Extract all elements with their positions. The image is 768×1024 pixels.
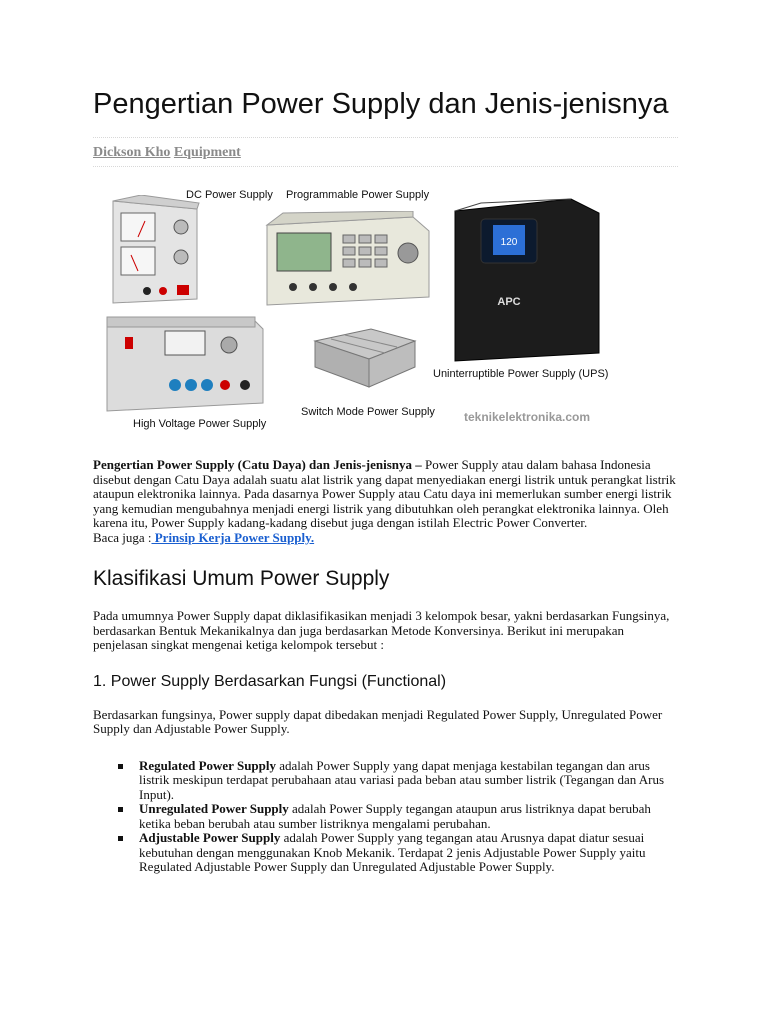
figure-watermark: teknikelektronika.com [464, 410, 591, 424]
ups-display-value: 120 [500, 237, 518, 248]
bullet-icon [118, 836, 123, 841]
list-item-term: Regulated Power Supply [139, 757, 276, 773]
caption-dc-power-supply: DC Power Supply [186, 189, 273, 201]
switch-mode-power-supply-image [311, 327, 419, 389]
category-link[interactable]: Equipment [173, 145, 241, 160]
dc-power-supply-image [111, 195, 201, 305]
post-meta [93, 145, 678, 161]
list-item [93, 802, 678, 831]
intro-lead: Pengertian Power Supply (Catu Daya) dan Jenis-jenisnya – [93, 457, 422, 472]
bullet-icon [118, 807, 123, 812]
programmable-power-supply-image [263, 211, 433, 307]
list-item-term: Adjustable Power Supply [139, 830, 281, 845]
list-item-desc: adalah Power Supply tegangan ataupun arus listriknya dapat berubah ketika beban berubah atau sumber listriknya mengalami perubahan. [139, 801, 651, 831]
author-link[interactable]: Dickson Kho [93, 145, 171, 160]
functional-types-list [93, 759, 678, 875]
section-classification-text: Pada umumnya Power Supply dapat diklasifikasikan menjadi 3 kelompok besar, yakni berdasarkan Fungsinya, berdasarkan Bentuk Mekanikalnya dan juga berdasarkan Metode Konversinya. Berikut ini merupakan penjelasan singkat mengenai ketiga kelompok tersebut : [93, 608, 670, 652]
see-also-prefix: Baca juga : [93, 529, 152, 545]
list-item-desc: adalah Power Supply yang tegangan atau Arusnya dapat diatur sesuai kebutuhan dengan menggunakan Knob Mekanik. Terdapat 2 jenis Adjustable Power Supply yaitu Regulated Adjustable Power Supply dan Unregulated Adjustable Power Supply. [139, 830, 646, 874]
intro-paragraph [93, 458, 678, 531]
list-item-term: Unregulated Power Supply [139, 801, 289, 816]
caption-programmable-power-supply: Programmable Power Supply [286, 189, 430, 201]
section-heading-functional: 1. Power Supply Berdasarkan Fungsi (Functional) [93, 672, 447, 690]
caption-high-voltage-power-supply: High Voltage Power Supply [133, 418, 267, 430]
caption-ups: Uninterruptible Power Supply (UPS) [433, 368, 609, 380]
list-item [93, 831, 678, 875]
list-item [93, 759, 678, 803]
high-voltage-power-supply-image [105, 315, 265, 413]
intro-text: Power Supply atau dalam bahasa Indonesia disebut dengan Catu Daya adalah suatu alat listrik yang dapat menyediakan energi listrik untuk perangkat listrik ataupun elektronika lainnya. Pada dasarnya Power Supply atau Catu daya ini memerlukan sumber energi listrik yang kemudian mengubahnya menjadi energi listrik yang dibutuhkan oleh perangkat elektronika lainnya. Oleh karena itu, Power Supply kadang-kadang disebut juga dengan istilah Electric Power Converter. [93, 457, 676, 530]
article [93, 0, 678, 875]
meta-divider-bottom [93, 166, 678, 167]
section-heading-classification: Klasifikasi Umum Power Supply [93, 567, 390, 590]
meta-divider-top [93, 137, 678, 138]
ups-image [451, 197, 603, 363]
see-also [93, 531, 678, 546]
see-also-link[interactable]: Prinsip Kerja Power Supply. [151, 529, 315, 545]
bullet-icon [118, 764, 123, 769]
page-title: Pengertian Power Supply dan Jenis-jenisnya [93, 88, 669, 120]
caption-switch-mode-power-supply: Switch Mode Power Supply [301, 406, 435, 418]
section-functional-text: Berdasarkan fungsinya, Power supply dapat dibedakan menjadi Regulated Power Supply, Unregulated Power Supply dan Adjustable Power Supply. [93, 706, 663, 736]
power-supply-figure [93, 187, 678, 437]
list-item-desc: adalah Power Supply yang dapat menjaga kestabilan tegangan dan arus listrik meskipun terdapat perubahaan atau variasi pada beban atau sumber listrik (Tegangan dan Arus Input). [139, 757, 665, 802]
ups-brand-logo: APC [497, 296, 521, 308]
